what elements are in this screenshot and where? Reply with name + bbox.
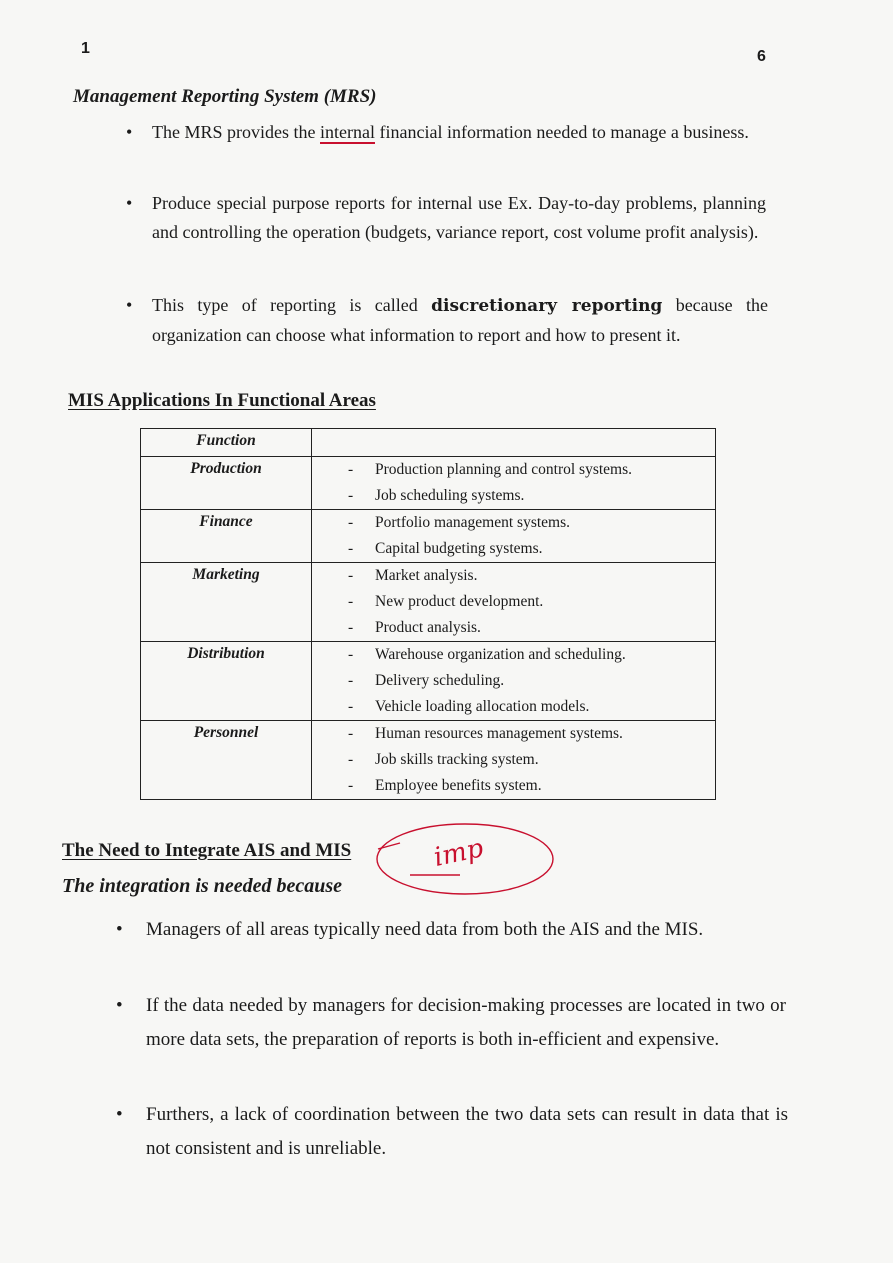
table-row (141, 510, 716, 563)
function-cell: Marketing (141, 563, 312, 642)
stroke-mark-icon (378, 843, 400, 849)
handwritten-imp-annotation (370, 815, 570, 900)
list-item: Capital budgeting systems. (375, 540, 543, 557)
table-row (141, 721, 716, 800)
function-header: Function (141, 429, 312, 457)
list-item: Warehouse organization and scheduling. (375, 646, 626, 663)
table-row (141, 457, 716, 510)
table-header-row (141, 429, 716, 457)
list-item: Job scheduling systems. (375, 487, 525, 504)
bullet-icon: • (116, 995, 123, 1016)
function-cell: Distribution (141, 642, 312, 721)
list-item: Market analysis. (375, 567, 478, 584)
list-item: New product development. (375, 593, 544, 610)
list-item: Product analysis. (375, 619, 481, 636)
function-cell: Production (141, 457, 312, 510)
table-row (141, 642, 716, 721)
list-item: Production planning and control systems. (375, 461, 633, 478)
note-text: imp (431, 833, 487, 873)
bullet-icon: • (126, 122, 133, 142)
internal-underlined: internal (320, 122, 375, 142)
systems-cell: - Portfolio management systems. - Capital budgeting systems. (312, 510, 716, 563)
integration-heading: The Need to Integrate AIS and MIS (62, 840, 352, 861)
systems-header (312, 429, 716, 457)
mis-applications-heading: MIS Applications In Functional Areas (68, 390, 376, 411)
bullet-icon: • (126, 193, 133, 213)
systems-cell: - Warehouse organization and scheduling. - Delivery scheduling. - Vehicle loading allocation models. (312, 642, 716, 721)
list-item: Human resources management systems. (375, 725, 623, 742)
function-cell: Finance (141, 510, 312, 563)
bullet-icon: • (116, 919, 123, 940)
systems-cell: - Human resources management systems. - Job skills tracking system. - Employee benefits system. (312, 721, 716, 800)
table-row (141, 563, 716, 642)
list-item: Employee benefits system. (375, 777, 542, 794)
function-cell: Personnel (141, 721, 312, 800)
mrs-heading: Management Reporting System (MRS) (73, 86, 377, 107)
bullet-icon: • (116, 1104, 123, 1125)
bullet-icon: • (126, 295, 133, 315)
list-item: Job skills tracking system. (375, 751, 539, 768)
page-number-right: 6 (757, 48, 766, 65)
list-item: Portfolio management systems. (375, 514, 571, 531)
list-item: Vehicle loading allocation models. (375, 698, 590, 715)
discretionary-reporting-term: discretionary reporting (431, 296, 663, 316)
functions-table (140, 428, 716, 800)
systems-cell: - Market analysis. - New product development. - Product analysis. (312, 563, 716, 642)
page-number-left: 1 (81, 40, 90, 57)
integration-subheading: The integration is needed because (62, 875, 342, 897)
systems-cell: - Production planning and control systems. - Job scheduling systems. (312, 457, 716, 510)
list-item: Delivery scheduling. (375, 672, 505, 689)
